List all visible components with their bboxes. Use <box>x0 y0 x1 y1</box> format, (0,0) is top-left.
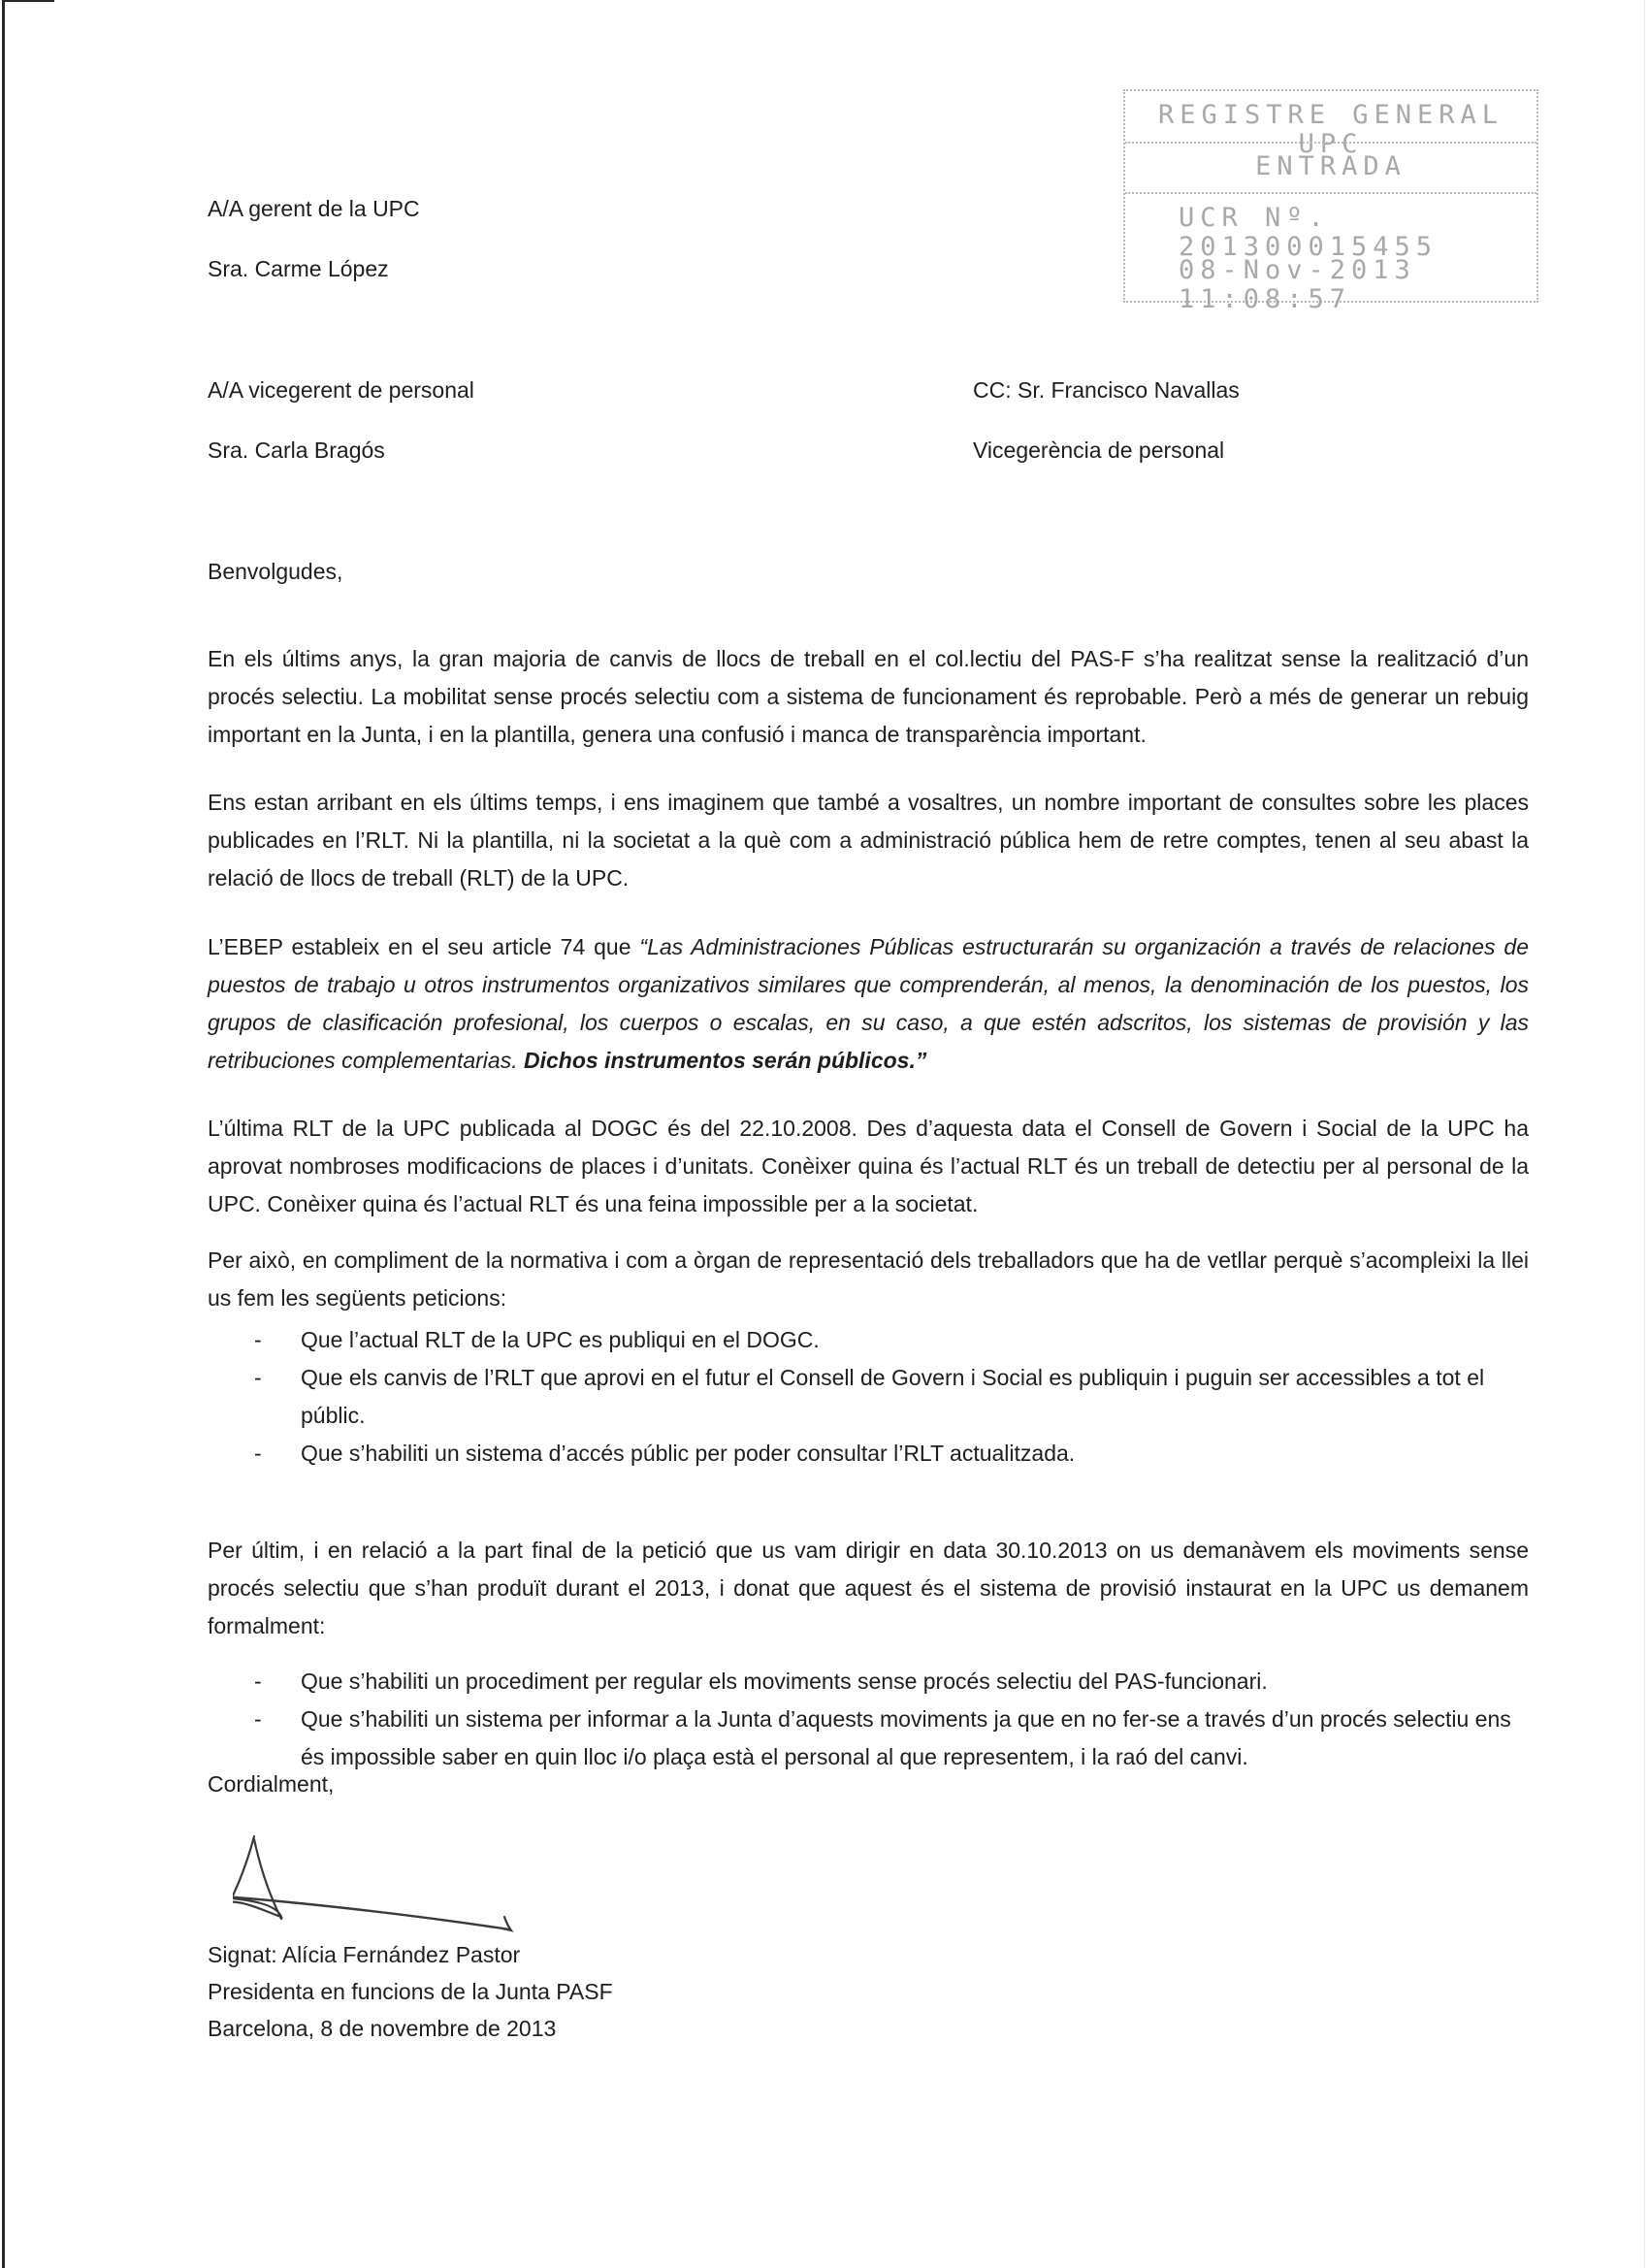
list-item <box>208 1359 1529 1435</box>
paragraph-4: L’última RLT de la UPC publicada al DOGC és del 22.10.2008. Des d’aquesta data el Consell de Govern i Social de la UPC ha aprovat nombroses modificacions de places i d’unitats. Conèixer quina és l’actual RLT és un treball de detectiu per al personal de la UPC. Conèixer quina és l’actual RLT és una feina impossible per a la societat. <box>208 1116 1529 1216</box>
cc-recipient: CC: Sr. Francisco Navallas <box>973 377 1240 403</box>
stamp-datetime: 08-Nov-2013 11:08:57 <box>1179 255 1416 314</box>
bullet-dash: - <box>254 1706 262 1732</box>
quote-intro: L’EBEP estableix en el seu article 74 que <box>208 934 640 959</box>
bullet-dash: - <box>254 1669 262 1694</box>
recipient-1-name: Sra. Carme López <box>208 256 389 281</box>
paragraph-ebep-quote <box>208 928 1529 1080</box>
cc-department: Vicegerència de personal <box>973 437 1225 463</box>
recipient-2-name: Sra. Carla Bragós <box>208 437 385 463</box>
handwritten-signature <box>233 1822 543 1933</box>
list-item <box>208 1321 1529 1359</box>
paragraph-6: Per últim, i en relació a la part final de la petició que us vam dirigir en data 30.10.2013 on us demanàvem els moviments sense procés selectiu que s’han produït durant el 2013, i donat que aquest és el sistema de provisió instaurat en la UPC us demanem formalment: <box>208 1538 1529 1638</box>
signatory-name: Signat: Alícia Fernández Pastor <box>208 1942 521 1967</box>
quote-emphasis: Dichos instrumentos serán públicos.” <box>523 1048 927 1073</box>
registry-stamp <box>1123 89 1538 314</box>
requests-list-1 <box>208 1321 1529 1473</box>
salutation: Benvolgudes, <box>208 559 343 584</box>
bullet-dash: - <box>254 1441 262 1466</box>
list-item <box>208 1435 1529 1473</box>
requests-list-2 <box>208 1663 1529 1776</box>
list-item-text: Que s’habiliti un sistema per informar a la Junta d’aquests moviments ja que en no fer-se a través d’un procés selectiu ens és impossible saber en quin lloc i/o plaça està el personal al que representem, i la raó del canvi. <box>301 1706 1511 1769</box>
list-item-text: Que s’habiliti un sistema d’accés públic per poder consultar l’RLT actualitzada. <box>301 1441 1076 1466</box>
closing: Cordialment, <box>208 1771 335 1797</box>
paragraph-1: En els últims anys, la gran majoria de canvis de llocs de treball en el col.lectiu del PAS-F s’ha realitzat sense la realització d’un procés selectiu. La mobilitat sense procés selectiu com a sistema de funcionament és reprobable. Però a més de generar un rebuig important en la Junta, i en la plantilla, genera una confusió i manca de transparència important. <box>208 646 1529 747</box>
stamp-title: REGISTRE GENERAL UPC <box>1157 100 1504 159</box>
paragraph-5: Per això, en compliment de la normativa i com a òrgan de representació dels treballadors que ha de vetllar perquè s’acompleixi la llei us fem les següents peticions: <box>208 1247 1529 1311</box>
list-item <box>208 1663 1529 1701</box>
place-and-date: Barcelona, 8 de novembre de 2013 <box>208 2016 557 2041</box>
bullet-dash: - <box>254 1365 262 1390</box>
scan-border-right <box>1644 0 1645 2268</box>
stamp-divider <box>1125 142 1536 144</box>
recipient-1-role: A/A gerent de la UPC <box>208 196 420 221</box>
list-item-text: Que els canvis de l’RLT que aprovi en el futur el Consell de Govern i Social es publiquin i puguin ser accessibles a tot el públic. <box>301 1365 1485 1428</box>
list-item-text: Que l’actual RLT de la UPC es publiqui en el DOGC. <box>301 1327 820 1352</box>
quote-text: “Las Administraciones Públicas estructurarán su organización a través de relaciones de puestos de trabajo u otros instrumentos organizativos similares que comprenderán, al menos, la denominación de los puestos, los grupos de clasificación profesional, los cuerpos o escalas, en su caso, a que estén adscritos, los sistemas de provisión y las retribuciones complementarias. <box>208 934 1529 1073</box>
recipient-2-role: A/A vicegerent de personal <box>208 377 474 403</box>
stamp-type: ENTRADA <box>1255 151 1406 181</box>
list-item <box>208 1701 1529 1776</box>
bullet-dash: - <box>254 1327 262 1352</box>
paragraph-2: Ens estan arribant en els últims temps, i ens imaginem que també a vosaltres, un nombre important de consultes sobre les places publicades en l’RLT. Ni la plantilla, ni la societat a la què com a administració pública hem de retre comptes, tenen al seu abast la relació de llocs de treball (RLT) de la UPC. <box>208 790 1529 891</box>
scan-border-left <box>2 0 5 2268</box>
stamp-divider <box>1125 192 1536 194</box>
list-item-text: Que s’habiliti un procediment per regular els moviments sense procés selectiu del PAS-funcionari. <box>301 1669 1268 1694</box>
stamp-number: UCR Nº. 201300015455 <box>1179 203 1439 262</box>
signatory-position: Presidenta en funcions de la Junta PASF <box>208 1979 613 2004</box>
scan-border-top <box>2 0 54 2</box>
